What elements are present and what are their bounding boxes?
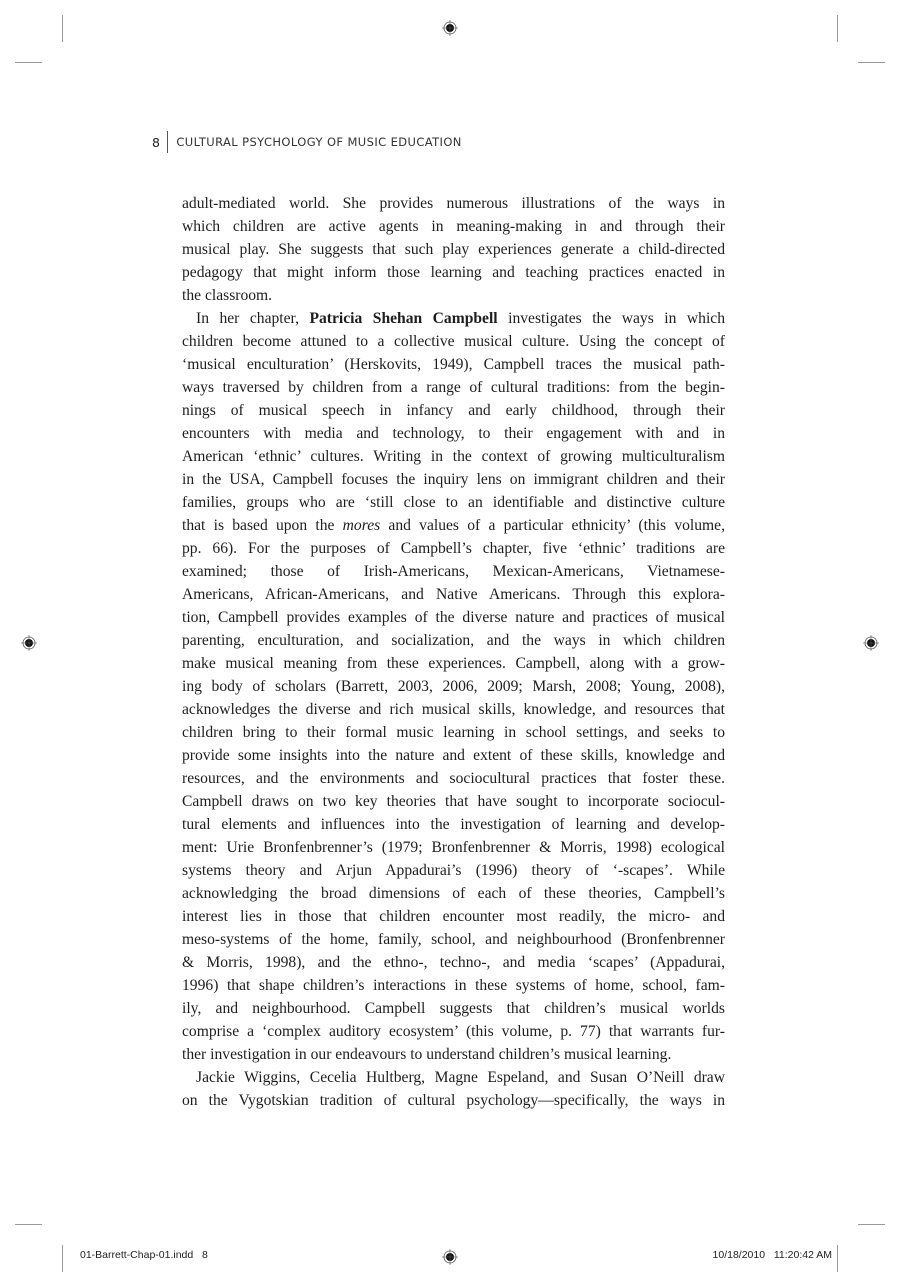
text-line: the classroom. [182, 287, 273, 304]
text-line: which children are active agents in meaning-making in and through their [182, 218, 725, 235]
text-line: tural elements and influences into the investigation of learning and develop- [182, 816, 725, 833]
text-line: ment: Urie Bronfenbrenner’s (1979; Bronfenbrenner & Morris, 1998) ecological [182, 839, 725, 856]
running-head-divider [167, 131, 168, 153]
registration-mark-icon [442, 1249, 458, 1265]
crop-mark-top-right-vertical [837, 15, 838, 42]
text-line: children bring to their formal music learning in school settings, and seeks to [182, 724, 725, 741]
paragraph-1 [182, 192, 725, 307]
running-head [152, 131, 462, 153]
text-line: acknowledges the diverse and rich musical skills, knowledge, and resources that [182, 701, 725, 718]
text-line: tion, Campbell provides examples of the diverse nature and practices of musical [182, 609, 725, 626]
text-line: musical play. She suggests that such play experiences generate a child-directed [182, 241, 725, 258]
crop-mark-bottom-right-vertical [837, 1245, 838, 1272]
text-line: adult-mediated world. She provides numerous illustrations of the ways in [182, 195, 725, 212]
paragraph-2 [182, 307, 725, 1066]
text-line: children become attuned to a collective musical culture. Using the concept of [182, 333, 725, 350]
crop-mark-top-left-horizontal [15, 62, 42, 63]
registration-mark-icon [21, 635, 37, 651]
body-text [182, 192, 725, 1112]
text-line: families, groups who are ‘still close to an identifiable and distinctive culture [182, 494, 725, 511]
slug-timestamp: 10/18/2010 11:20:42 AM [712, 1249, 832, 1261]
page-number: 8 [152, 134, 161, 150]
text-line: comprise a ‘complex auditory ecosystem’ (this volume, p. 77) that warrants fur- [182, 1023, 725, 1040]
text-line: Jackie Wiggins, Cecelia Hultberg, Magne Espeland, and Susan O’Neill draw [196, 1069, 725, 1086]
italic-term: mores [342, 517, 381, 534]
crop-mark-bottom-left-horizontal [15, 1224, 42, 1225]
text-line: provide some insights into the nature and extent of these skills, knowledge and [182, 747, 725, 764]
crop-mark-top-left-vertical [62, 15, 63, 42]
crop-mark-top-right-horizontal [858, 62, 885, 63]
text-line: ther investigation in our endeavours to understand children’s musical learning. [182, 1046, 672, 1063]
text-line: acknowledging the broad dimensions of each of these theories, Campbell’s [182, 885, 725, 902]
crop-mark-bottom-left-vertical [62, 1245, 63, 1272]
text-line: nings of musical speech in infancy and early childhood, through their [182, 402, 725, 419]
text-line: parenting, enculturation, and socialization, and the ways in which children [182, 632, 725, 649]
text-line: interest lies in those that children encounter most readily, the micro- and [182, 908, 725, 925]
crop-mark-bottom-right-horizontal [858, 1224, 885, 1225]
paragraph-3 [182, 1066, 725, 1112]
text-line: on the Vygotskian tradition of cultural psychology—specifically, the ways in [182, 1092, 725, 1109]
text-line: ‘musical enculturation’ (Herskovits, 1949), Campbell traces the musical path- [182, 356, 725, 373]
running-head-title: CULTURAL PSYCHOLOGY OF MUSIC EDUCATION [176, 135, 462, 149]
text-line: 1996) that shape children’s interactions in these systems of home, school, fam- [182, 977, 725, 994]
text-line: American ‘ethnic’ cultures. Writing in the context of growing multiculturalism [182, 448, 725, 465]
text-line: In her chapter, Patricia Shehan Campbell investigates the ways in which [196, 310, 725, 327]
text-line: ing body of scholars (Barrett, 2003, 2006, 2009; Marsh, 2008; Young, 2008), [182, 678, 725, 695]
text-line: pedagogy that might inform those learning and teaching practices enacted in [182, 264, 725, 281]
text-line: resources, and the environments and sociocultural practices that foster these. [182, 770, 725, 787]
text-line: meso-systems of the home, family, school, and neighbourhood (Bronfenbrenner [182, 931, 725, 948]
registration-mark-icon [442, 20, 458, 36]
registration-mark-icon [863, 635, 879, 651]
text-line: ways traversed by children from a range of cultural traditions: from the begin- [182, 379, 725, 396]
text-line: Campbell draws on two key theories that have sought to incorporate sociocul- [182, 793, 725, 810]
text-line: in the USA, Campbell focuses the inquiry lens on immigrant children and their [182, 471, 725, 488]
text-line: ily, and neighbourhood. Campbell suggests that children’s musical worlds [182, 1000, 725, 1017]
text-line: make musical meaning from these experiences. Campbell, along with a grow- [182, 655, 725, 672]
author-name: Patricia Shehan Campbell [309, 310, 498, 327]
text-line: examined; those of Irish-Americans, Mexican-Americans, Vietnamese- [182, 563, 725, 580]
text-line: Americans, African-Americans, and Native Americans. Through this explora- [182, 586, 725, 603]
text-line: that is based upon the mores and values of a particular ethnicity’ (this volume, [182, 517, 725, 534]
text-line: systems theory and Arjun Appadurai’s (1996) theory of ‘-scapes’. While [182, 862, 725, 879]
text-line: pp. 66). For the purposes of Campbell’s chapter, five ‘ethnic’ traditions are [182, 540, 725, 557]
text-line: & Morris, 1998), and the ethno-, techno-, and media ‘scapes’ (Appadurai, [182, 954, 725, 971]
text-line: encounters with media and technology, to their engagement with and in [182, 425, 725, 442]
slug-filename: 01-Barrett-Chap-01.indd 8 [80, 1249, 208, 1261]
